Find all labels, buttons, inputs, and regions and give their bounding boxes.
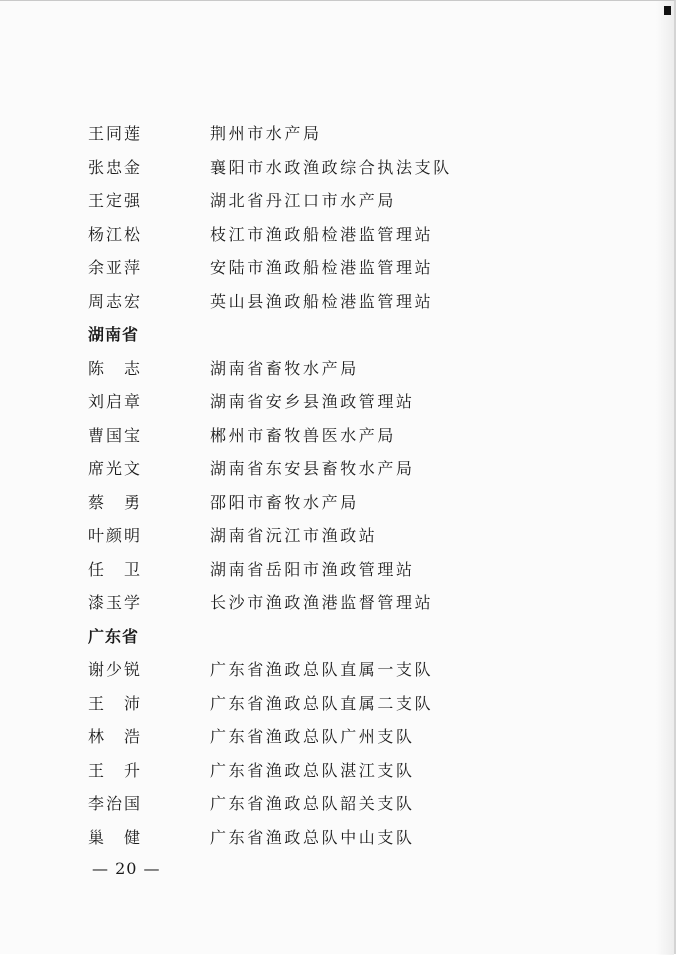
list-item: [0, 218, 676, 252]
person-name: 巢 健: [88, 827, 143, 847]
organization: 长沙市渔政渔港监督管理站: [210, 593, 434, 612]
organization: 湖北省丹江口市水产局: [210, 191, 397, 210]
organization: 枝江市渔政船检港监管理站: [210, 224, 434, 244]
organization: 湖南省安乡县渔政管理站: [210, 392, 415, 411]
person-name: 王 升: [88, 760, 143, 780]
list-item: [0, 687, 676, 721]
list-item: [0, 452, 676, 486]
organization: 湖南省沅江市渔政站: [210, 526, 378, 545]
list-item: [0, 385, 676, 419]
person-name: 叶颜明: [88, 526, 143, 545]
list-item: [0, 720, 676, 754]
person-name: 任 卫: [88, 559, 143, 579]
organization: 广东省渔政总队直属二支队: [210, 693, 434, 713]
scan-corner-mark: [664, 6, 671, 15]
person-name: 王定强: [88, 191, 143, 210]
person-name: 刘启章: [88, 392, 143, 411]
organization: 襄阳市水政渔政综合执法支队: [210, 157, 452, 177]
list-item: [0, 352, 676, 386]
organization: 湖南省东安县畜牧水产局: [210, 459, 415, 478]
organization: 安陆市渔政船检港监管理站: [210, 258, 434, 277]
person-name: 王同莲: [88, 124, 143, 143]
person-name: 杨江松: [88, 224, 143, 244]
person-name: 蔡 勇: [88, 492, 143, 512]
list-item: [0, 553, 676, 587]
organization: 广东省渔政总队广州支队: [210, 727, 415, 746]
organization: 湖南省畜牧水产局: [210, 358, 359, 378]
person-name: 林 浩: [88, 727, 143, 746]
person-name: 席光文: [88, 459, 143, 478]
province-heading-row: [0, 620, 676, 654]
organization: 湖南省岳阳市渔政管理站: [210, 559, 415, 579]
organization: 郴州市畜牧兽医水产局: [210, 425, 397, 445]
list-item: [0, 586, 676, 620]
list-item: [0, 486, 676, 520]
page-number: — 20 —: [92, 859, 161, 878]
person-name: 张忠金: [88, 157, 143, 177]
list-item: [0, 251, 676, 285]
list-item: [0, 184, 676, 218]
province-heading-row: [0, 318, 676, 352]
name-list: [0, 117, 676, 854]
person-name: 李治国: [88, 794, 143, 813]
organization: 广东省渔政总队湛江支队: [210, 760, 415, 780]
list-item: [0, 419, 676, 453]
list-item: [0, 117, 676, 151]
list-item: [0, 285, 676, 319]
list-item: [0, 754, 676, 788]
organization: 广东省渔政总队韶关支队: [210, 794, 415, 813]
list-item: [0, 151, 676, 185]
province-heading: 广东省: [88, 626, 140, 646]
list-item: [0, 787, 676, 821]
organization: 广东省渔政总队中山支队: [210, 827, 415, 847]
organization: 邵阳市畜牧水产局: [210, 492, 359, 512]
person-name: 周志宏: [88, 291, 143, 311]
list-item: [0, 519, 676, 553]
person-name: 曹国宝: [88, 425, 143, 445]
person-name: 谢少锐: [88, 660, 143, 679]
organization: 英山县渔政船检港监管理站: [210, 291, 434, 311]
organization: 广东省渔政总队直属一支队: [210, 660, 434, 679]
person-name: 余亚萍: [88, 258, 143, 277]
person-name: 陈 志: [88, 358, 143, 378]
list-item: [0, 653, 676, 687]
person-name: 漆玉学: [88, 593, 143, 612]
list-item: [0, 821, 676, 855]
organization: 荆州市水产局: [210, 124, 322, 143]
person-name: 王 沛: [88, 693, 143, 713]
province-heading: 湖南省: [88, 325, 140, 344]
